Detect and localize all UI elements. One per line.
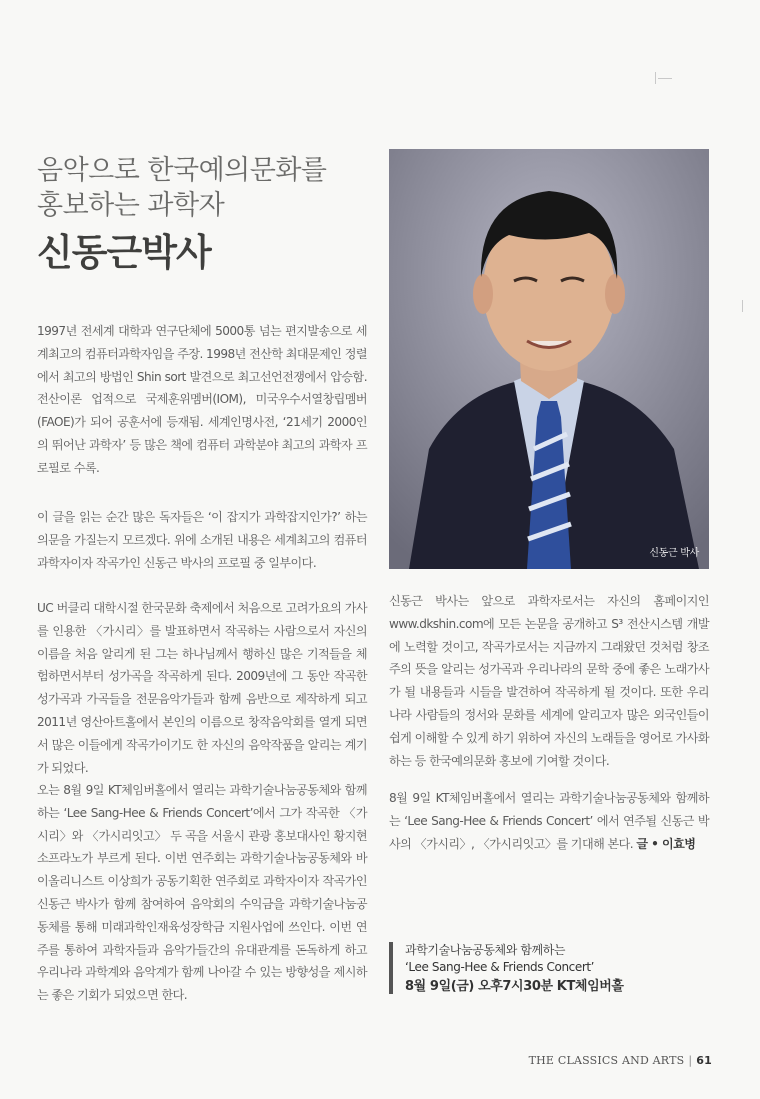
magazine-name: THE CLASSICS AND ARTS [528, 1054, 685, 1067]
author-credit: 글 • 이효병 [636, 836, 696, 851]
concert-title: ‘Lee Sang-Hee & Friends Concert’ [405, 960, 595, 974]
reader-question-paragraph: 이 글을 읽는 순간 많은 독자들은 ‘이 잡지가 과학잡지인가?’ 하는 의문을 가질는지 모르겠다. 위에 소개된 내용은 세계최고의 컴퓨터 과학자이자 작곡가인 신동근 박사의 프로필 중 일부이다. [37, 510, 367, 570]
closing-text: 8월 9일 KT체임버홀에서 열리는 과학기술나눔공동체와 함께하는 ‘Lee Sang-Hee & Friends Concert’ 에서 연주될 신동근 박사의 〈가시리〉, 〈가시리잇고〉를 기대해 본다. [389, 791, 709, 851]
intro-profile-paragraph: 1997년 전세계 대학과 연구단체에 5000통 넘는 편지발송으로 세계최고의 컴퓨터과학자임을 주장. 1998년 전산학 최대문제인 정렬에서 최고의 방법인 Shin sort 발견으로 최고선언전쟁에서 압승함. 전산이론 업적으로 국제훈위멤버(IOM), 미국우수서열창립멤버(FAOE)가 되어 공훈서에 등재됨. 세계인명사전, ‘21세기 2000인의 뛰어난 과학자’ 등 많은 책에 컴퓨터 과학분야 최고의 과학자 프로필로 수록. [37, 324, 367, 475]
page-footer [529, 1054, 712, 1067]
concert-intro-paragraph: 오는 8월 9일 KT체임버홀에서 열리는 과학기술나눔공동체와 함께하는 ‘Lee Sang-Hee & Friends Concert’에서 그가 작곡한 〈가시리〉와 〈가시리잇고〉 두 곡을 서울시 관광 홍보대사인 황지현 소프라노가 부르게 된다. 이번 연주회는 과학기술나눔공동체와 바이올리니스트 이상희가 공동기획한 연주회로 과학자이자 작곡가인 신동근 박사가 함께 참여하여 음악회의 수익금을 과학기술나눔공동체를 통해 미래과학인재육성장학금 지원사업에 쓰인다. 이번 연주를 통하여 과학자들과 음악가들간의 유대관계를 돈독하게 하고 우리나라 과학계와 음악계가 함께 나아갈 수 있는 방향성을 제시하는 좋은 기회가 되었으면 한다. [37, 783, 367, 1003]
headline-line-2: 홍보하는 과학자 [37, 190, 225, 221]
portrait-illustration [389, 149, 709, 569]
concert-host: 과학기술나눔공동체와 함께하는 [405, 943, 566, 957]
composer-history-paragraph: UC 버클리 대학시절 한국문화 축제에서 처음으로 고려가요의 가사를 인용한 〈가시리〉를 발표하면서 작곡하는 사람으로서 자신의 이름을 처음 알리게 된 그는 하나님께서 행하신 많은 기적들을 체험하면서부터 성가곡을 작곡하게 된다. 2009년에 그 동안 작곡한 성가곡과 가곡들을 전문음악가들과 함께 음반으로 제작하게 되고 2011년 영산아트홀에서 본인의 이름으로 창작음악회를 열게 되면서 많은 이들에게 작곡가이기도 한 자신의 음악작품을 알리는 계기가 되었다. [37, 601, 367, 775]
crop-mark [742, 300, 743, 312]
crop-mark [658, 78, 672, 79]
closing-paragraph [389, 787, 709, 855]
page-number: 61 [696, 1054, 712, 1067]
portrait-photo [389, 149, 709, 569]
headline-line-1: 음악으로 한국예의문화를 [37, 155, 327, 186]
crop-mark [655, 72, 656, 84]
photo-caption: 신동근 박사 [649, 548, 699, 559]
concert-info-box [389, 942, 725, 994]
footer-separator: | [688, 1054, 693, 1067]
future-plans-paragraph: 신동근 박사는 앞으로 과학자로서는 자신의 홈페이지인 www.dkshin.com에 모든 논문을 공개하고 S³ 전산시스템 개발에 노력할 것이고, 작곡가로서는 지금까지 그래왔던 것처럼 창조주의 뜻을 알리는 성가곡과 우리나라의 문학 중에 좋은 노래가사가 될 내용들과 시들을 발견하여 작곡하게 될 것이다. 또한 우리나라 사람들의 정서와 문화를 세계에 알리고자 많은 외국인들이 쉽게 이해할 수 있게 하기 위하여 자신의 노래들을 영어로 가사화 하는 등 한국예의문화 홍보에 기여할 것이다. [389, 594, 709, 768]
concert-date-venue: 8월 9일(금) 오후7시30분 KT체임버홀 [405, 979, 624, 994]
headline-name: 신동근박사 [37, 230, 211, 274]
